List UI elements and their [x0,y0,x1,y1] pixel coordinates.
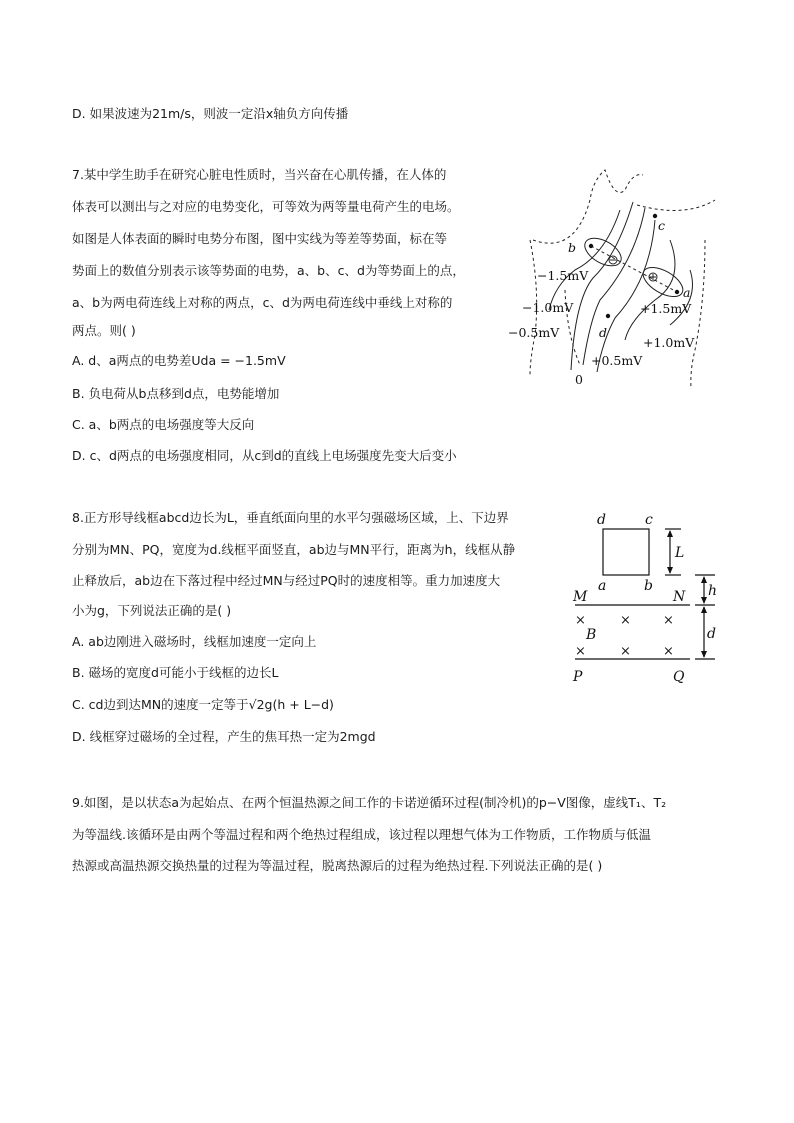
label-pos-0-5mV: +0.5mV [591,353,643,368]
equipotential-line-center [583,208,645,365]
q7-stem-line-6: 两点。则( ) [72,323,136,338]
label-m: M [573,589,588,605]
label-neg-1-5mV: −1.5mV [537,268,589,283]
q8-option-a: A. ab边刚进入磁场时，线框加速度一定向上 [72,634,317,649]
label-h: h [708,583,718,599]
body-outline-lower-right [691,240,705,388]
label-zero: 0 [575,372,583,387]
field-mark: × [575,613,586,628]
label-point-c: c [658,218,666,233]
q7-stem-line-5: a、b为两电荷连线上对称的两点，c、d为两电荷连线中垂线上对称的 [72,295,453,310]
q7-stem-line-3: 如图是人体表面的瞬时电势分布图，图中实线为等差等势面，标在等 [72,231,448,246]
label-p: P [573,669,583,685]
q8-magnetic-field-figure [565,505,725,690]
q9-stem-line-3: 热源或高温热源交换热量的过程为等温过程，脱离热源后的过程为绝热过程.下列说法正确的是( ) [72,858,603,873]
q7-stem-line-1: 7.某中学生助手在研究心脏电性质时，当兴奋在心肌传播，在人体的 [72,167,447,182]
label-pos-1-5mV: +1.5mV [640,301,692,316]
corner-label-a: a [598,578,607,594]
corner-label-c: c [645,512,653,528]
equipotential-line-pos-2 [625,240,675,340]
q8-option-d: D. 线框穿过磁场的全过程，产生的焦耳热一定为2mgd [72,729,376,744]
label-point-a: a [683,285,691,300]
charge-connecting-line [591,246,677,292]
q6-option-d: D. 如果波速为21m/s，则波一定沿x轴负方向传播 [72,106,349,121]
q7-stem-line-4: 势面上的数值分别表示该等势面的电势，a、b、c、d为等势面上的点， [72,263,465,278]
q7-option-a: A. d、a两点的电势差Uda = −1.5mV [72,353,286,368]
label-neg-1-0mV: −1.0mV [522,300,574,315]
point-a [675,290,679,294]
q8-stem-line-4: 小为g，下列说法正确的是( ) [72,603,232,618]
label-point-d: d [599,325,608,340]
body-outline-upper [533,170,643,243]
label-q: Q [673,669,685,685]
corner-label-b: b [644,578,653,594]
field-mark: × [620,644,631,659]
label-b-field: B [586,627,597,643]
point-d [606,314,610,318]
label-neg-0-5mV: −0.5mV [508,325,560,340]
point-c [653,214,657,218]
q8-stem-line-3: 止释放后，ab边在下落过程中经过MN与经过PQ时的速度相等。重力加速度大 [72,573,501,588]
q9-stem-line-1: 9.如图，是以状态a为起始点、在两个恒温热源之间工作的卡诺逆循环过程(制冷机)的p−V图像，虚线T₁、T₂ [72,795,667,810]
label-pos-1-0mV: +1.0mV [643,335,695,350]
q7-option-c: C. a、b两点的电场强度等大反向 [72,417,255,432]
label-l: L [675,545,685,561]
q8-option-b: B. 磁场的宽度d可能小于线框的边长L [72,665,279,680]
field-mark: × [575,644,586,659]
body-outline-right [637,200,715,210]
q7-option-d: D. c、d两点的电场强度相同，从c到d的直线上电场强度先变大后变小 [72,448,457,463]
q7-equipotential-figure [505,160,725,390]
point-b [589,244,593,248]
equipotential-line-neg-1 [571,202,633,370]
field-mark: × [663,613,674,628]
label-n: N [673,589,686,605]
q8-stem-line-1: 8.正方形导线框abcd边长为L，垂直纸面向里的水平匀强磁场区域，上、下边界 [72,510,509,525]
q9-stem-line-2: 为等温线.该循环是由两个等温过程和两个绝热过程组成，该过程以理想气体为工作物质，工作物质与低温 [72,827,651,842]
q7-option-b: B. 负电荷从b点移到d点，电势能增加 [72,386,280,401]
loop-around-positive-charge [638,261,687,302]
corner-label-d: d [597,512,606,528]
q8-option-c: C. cd边到达MN的速度一定等于√2g(h + L−d) [72,697,334,712]
field-mark: × [663,644,674,659]
label-d: d [707,626,716,642]
q8-stem-line-2: 分别为MN、PQ，宽度为d.线框平面竖直，ab边与MN平行，距离为h，线框从静 [72,542,516,557]
q7-stem-line-2: 体表可以测出与之对应的电势变化，可等效为两等量电荷产生的电场。 [72,199,460,214]
square-coil [603,529,649,575]
label-point-b: b [568,240,577,255]
field-mark: × [620,613,631,628]
